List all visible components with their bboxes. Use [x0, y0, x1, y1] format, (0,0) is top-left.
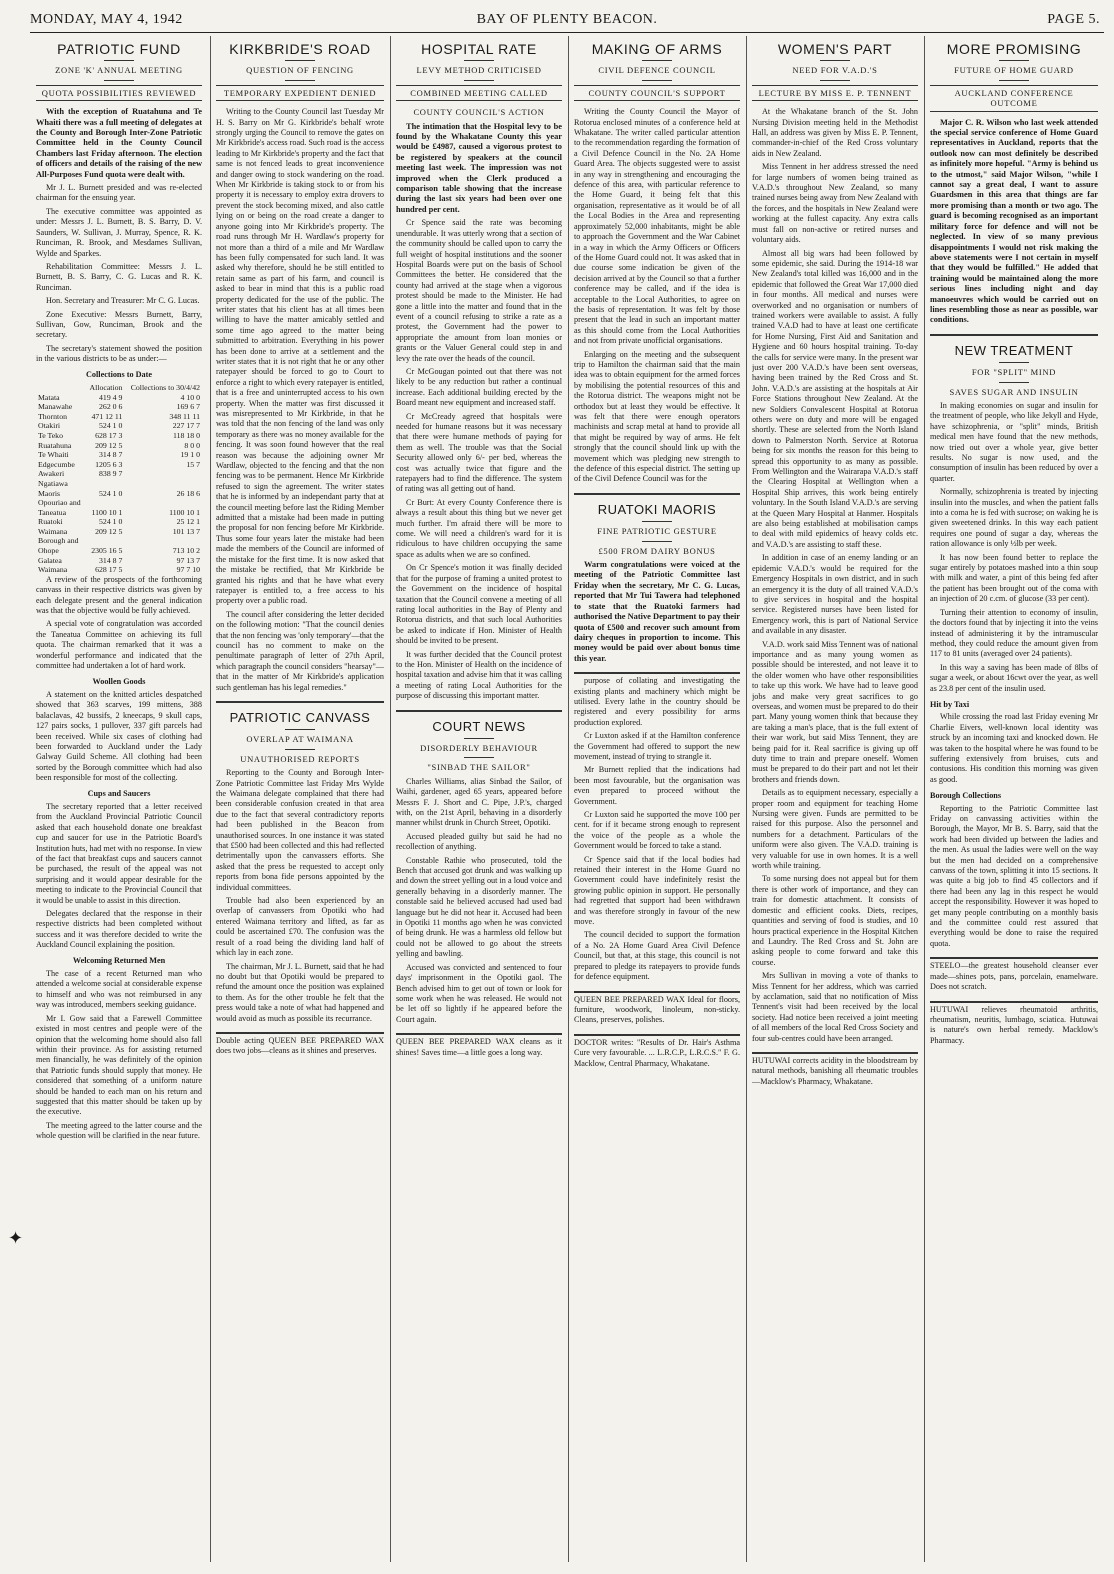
punch-hole-mark: ✦	[8, 1228, 24, 1248]
table-cell-place: Otakiri	[38, 421, 61, 431]
issue-date: MONDAY, MAY 4, 1942	[30, 12, 183, 27]
paragraph: Constable Rathie who prosecuted, told the Bench that accused got drunk and was walking up and down the street yelling out in a loud voice and generally behaving in a disorderly manner. The constable said he believed accused had used bad language but he did not hear it. Accused had been in Opotiki 11 months ago when he was convicted of being drunk. He was a harmless old fellow but could not be allowed to go about the streets yelling and bawling.	[396, 855, 562, 959]
headline: KIRKBRIDE'S ROAD	[229, 41, 371, 57]
paragraph: Writing the County Council the Mayor of Rotorua enclosed minutes of a conference held at Whakatane. The writer called particular attention to the recommendation regarding the formation of a Civil Defence Council in the No. 2A Home Guard Area. The objects suggested were to assist in any way in strengthening and encouraging the defence of this area, with particular reference to the Home Guard, it being felt that this organisation, representative as it would be of all the Local Bodies in the Area and representing approximately 52,000 inhabitants, might be able to approach the Government and the War Cabinet in a way in which the Army Officers or Officers of the Home Guard could not. It was asked that in due course some indication be given of the decision arrived at by the Council so that a further conference may be called, and if the idea is acceptable to the Local Authorities, to agree on the basis of representation. It was felt by those present that the lead in such an important matter as this should come from the Local Authorities and not from private unofficial organisations.	[574, 107, 740, 346]
table-row	[36, 556, 202, 566]
paragraph: On Cr Spence's motion it was finally decided that for the purpose of framing a united protest to the Government on the incidence of hospital taxation that the Council convene a meeting of all rating local authorities in the Bay of Plenty and Rotorua districts, and that such local Authorities be asked to indicate if Hon. Minister of Health should be invited to be present.	[396, 563, 562, 646]
table-cell-coll: 1100 10 1	[169, 507, 200, 517]
table-cell-coll: 101 13 7	[172, 526, 200, 536]
table-cell-alloc: 838 9 7	[99, 469, 123, 479]
column-patriotic-fund	[36, 36, 202, 1562]
table-row	[36, 508, 202, 518]
paragraph: Hon. Secretary and Treasurer: Mr C. G. Lucas.	[46, 296, 200, 306]
paragraph: The secretary's statement showed the position in the various districts to be as under:—	[36, 343, 202, 364]
paragraph: Mrs Sullivan in moving a vote of thanks to Miss Tennent for her address, which was carried by acclamation, said that no notification of Miss Tennent's visit had been received by the local society. Had notice been received a joint meeting of all members of the local Red Cross Society and four sub-centres could have been arranged.	[752, 971, 918, 1043]
headline: RUATOKI MAORIS	[597, 501, 717, 517]
table-cell-place: Te Teko	[38, 430, 63, 440]
table-cell-coll: 8 0 0	[184, 440, 200, 450]
table-row	[36, 517, 202, 527]
table-cell-alloc: 262 0 6	[99, 402, 123, 412]
table-row	[36, 489, 202, 499]
paragraph: A review of the prospects of the forthcoming canvass in their respective districts was given by each delegate present and the general indication was that the objective would be fully achieved.	[36, 574, 202, 616]
table-cell-alloc: 1205 6 3	[95, 459, 123, 469]
paragraph: Almost all big wars had been followed by some epidemic, she said. During the 1914-18 war New Zealand's total killed was 16,000 and in the epidemic that followed the Great War 17,000 died in four months. All medical and nurses were overworked and no organisation or numbers of trained workers were available to assist. A fully trained V.A.D had to have at least one certificate for Home Nursing, First Aid and Sanitation and Hygiene and 60 hours hospital training. To-day the calls for service were many. In the present war just over 200 V.A.D.'s have been sent overseas, having been trained by the Red Cross and St. John. V.A.D.'s are assisting at the hospitals at Air Force Stations throughout New Zealand. At the new Soldiers Convalescent Hospital at Rotorua others were on duty and more will be engaged shortly. These are selected from the North Island down to Palmerston North. Service at Rotorua being for six months the reason for this being to spread this opportunity to as many as possible. From Wellington and the Wairarapa V.A.D.'s staff the Clearing Hospital at Wellington when a Hospital Ship arrives, this work being entirely voluntary. In the South Island V.A.D.'s are serving at the Queen Mary Hospital at Hanmer. Hospitals are also being established at mobilisation camps to deal with mild epidemics of heavy colds etc. and V.A.D.'s are assisting to staff these.	[752, 248, 918, 549]
column-rule	[390, 36, 391, 1562]
table-row	[36, 402, 202, 412]
paragraph: Normally, schizophrenia is treated by injecting insulin into the muscles, and when the patient falls into a coma he is fed with sucrose; on waking he is given sweetened drinks. In this way each patient requires one pound of sugar a day, whereas the ration allowance is only ½lb per week.	[930, 487, 1098, 549]
table-cell-alloc: 209 12 5	[95, 526, 123, 536]
paragraph: Cr Spence said the rate was becoming unendurable. It was utterly wrong that a section of the community should be called upon to carry the full weight of hospital institutions and the sooner Hospital Boards were put on the basis of School Committees the better. He considered that the county had arrived at the stage when a vigorous protest should be made to the Minister. He had gone a little into the matter and found that in the event of a council refusing to strike a rate as a protest, the Government had the power to appropriate the amount from loan monies or grants or the Valuer General could step in and levy the rate over the heads of the council.	[396, 218, 562, 363]
paragraph: Trouble had also been experienced by an overlap of canvassers from Opotiki who had entered Waimana territory and lifted, as far as could be ascertained £70. The confusion was the result of a road being the dividing land half of which lay in each zone.	[216, 896, 384, 958]
table-cell-alloc: 471 12 11	[91, 411, 123, 421]
table-cell-place: Borough and	[38, 536, 79, 546]
subheading: FINE PATRIOTIC GESTURE	[597, 526, 717, 537]
paragraph: Delegates declared that the response in their respective districts had been completed without success and it was therefore decided to write the Auckland Council explaining the position.	[36, 909, 202, 950]
table-cell-place: Galatea	[38, 555, 62, 565]
subheading: ZONE 'K' ANNUAL MEETING	[55, 65, 183, 76]
table-cell-coll	[124, 479, 202, 489]
paragraph: Cr Spence said that if the local bodies had retained their interest in the Home Guard no Government could have indefinitely resist the growing public opinion in support. He personally had regretted that support had been withdrawn and was therefore strongly in favour of the new move.	[574, 854, 740, 927]
paragraph: Cr Luxton asked if at the Hamilton conference the Government had offered to support the new movement, instead of trying to strangle it.	[574, 731, 740, 761]
subheading: TEMPORARY EXPEDIENT DENIED	[216, 85, 384, 101]
subheading: UNAUTHORISED REPORTS	[240, 753, 360, 764]
table-cell-coll	[124, 498, 202, 508]
paragraph: The meeting agreed to the latter course and the whole question will be clarified in the near future.	[36, 1120, 202, 1141]
table-cell-place: Ruatoki	[38, 517, 63, 527]
paragraph: Miss Tennent in her address stressed the need for large numbers of women being trained as V.A.D.'s throughout New Zealand, so many trained nurses being away from New Zealand with the forces, and the hospitals in New Zealand were working at the fullest capacity. Any extra calls must fall on non-active or retired nurses and voluntary aids.	[752, 162, 918, 245]
paragraph: It was further decided that the Council protest to the Hon. Minister of Health on the incidence of hospital taxation and advise him that it was calling a meeting of rating Local Authorities for the purpose of discussing this important matter.	[396, 649, 562, 701]
table-cell-place: Thornton	[38, 411, 68, 421]
paragraph: Cr Luxton said he supported the move 100 per cent. for if it became strong enough to represent the voice of the people as a whole the Government would be forced to take a stand.	[574, 810, 740, 851]
subheading: LECTURE BY MISS E. P. TENNENT	[752, 85, 918, 101]
table-row	[36, 421, 202, 431]
column-header: Collections to 30/4/42	[130, 382, 200, 392]
table-cell-alloc: 628 17 5	[95, 565, 123, 575]
paragraph: Writing to the County Council last Tuesday Mr H. S. Barry on Mr G. Kirkbride's behalf wrote strongly urging the Council to remove the gates on Mr Kirkbride's access road. Such road is the access leading to Mr Kirkbride's property and the fact that same is not fenced leads to great inconvenience and danger owing to stock wandering on the road. When Mr Kirkbride is taking stock to or from his property it is necessary to employ extra drovers to prevent the stock becoming mixed, and also cattle lying on or being on the road create a danger to anyone going into Mr Kirkbride's property. The road runs through Mr H. Wardlaw's property for not more than a third of a mile and Mr Wardlaw has been fully compensated for such land. It was asked why therefore, should he be still entitled to retain same as part of his farm, and council is asked to bear in mind that this is a public road property dedicated for the use of the public. The writer states that his client has at all times been willing to have the matter amicably settled and some time ago agreed to the matter being submitted to arbitration. Everything in his power has been done to arrive at a settlement and the writer states that it is not right that he or any other ratepayer should be forced to go to Court to enforce a right to which every ratepayer is entitled, that is a free and uninterrupted access to his own property. When the matter was first discussed it was misrepresented to Mr Kirkbride, in that he was told that the non fencing of the land was only temporary as there was no money available for the fencing. It was soon found however that the real reason was because the adjoining owner Mr Wardlaw, objected to the fencing and that the non fencing was to be permanent. Hence Mr Kirkbride refused to sign the agreement. The writer states that he is informed by an independant party that at the council meeting before last the Riding Member admitted that a mistake had been made in putting the proposal for non fencing before Mr Kirkbride. Thus some four years later the mistake had been made the members of the Council are informed of the mistake for the first time. It is now asked that the mistake be rectified, that Mr Kirkbride be granted his rights and that he have what every ratepayer is entitled to, a free access to his property over a public road.	[216, 107, 384, 606]
section-heading: Hit by Taxi	[930, 699, 970, 709]
table-row	[36, 441, 202, 451]
table-cell-coll	[124, 469, 202, 479]
subheading: CIVIL DEFENCE COUNCIL	[598, 65, 716, 76]
subheading: FOR "SPLIT" MIND	[971, 367, 1057, 378]
headline: MAKING OF ARMS	[591, 41, 723, 57]
table-cell-place: Ohope	[38, 546, 59, 556]
advertisement: QUEEN BEE PREPARED WAX cleans as it shines! Saves time—a little goes a long way.	[396, 1037, 562, 1057]
table-cell-coll: 169 6 7	[176, 402, 200, 412]
advertisement: HUTUWAI relieves rheumatoid arthritis, rheumatism, neuritis, lumbago, sciatica. Hutuwai is nature's own herbal remedy. Macklow's Pharmacy.	[930, 1004, 1098, 1045]
table-cell-coll: 227 17 7	[172, 421, 200, 431]
advertisement: Double acting QUEEN BEE PREPARED WAX does two jobs—cleans as it shines and preserves.	[216, 1035, 384, 1056]
table-row	[36, 546, 202, 556]
section-heading: Cups and Saucers	[87, 788, 151, 798]
column-rule	[746, 36, 747, 1562]
table-cell-coll: 118 18 0	[173, 430, 200, 440]
paragraph: The chairman, Mr J. L. Burnett, said that he had no doubt but that Opotiki would be prepared to refund the amount once the position was explained to them. As for the other trouble he felt that the press would take a note of what had happened and would avoid as much as possible its recurrance.	[216, 961, 384, 1023]
subheading: £500 FROM DAIRY BONUS	[598, 545, 716, 556]
paragraph: Mr J. L. Burnett presided and was re-elected chairman for the ensuing year.	[36, 183, 202, 203]
paragraph: The secretary reported that a letter received from the Auckland Provincial Patriotic Council asked that each household donate one breakfast cup and saucer for use in the Patriotic Board's Institution huts, had met with no response. In view of the fact that breakfast cups and saucers cannot be purchased, the result of the appeal was not surprising and it would appear desirable for the meeting to indicate to the Provincial Council that it would be unable to assist in this direction.	[36, 801, 202, 905]
lead-paragraph: Warm congratulations were voiced at the meeting of the Patriotic Committee last Friday when the secretary, Mr C. G. Lucas, reported that Mr Tui Tawera had telephoned to state that the Ruatoki farmers had authorised the Native Department to pay their quota of £500 and recover such amount from dairy cheques in proportion to income. This money would be paid over about bonus time this year.	[574, 560, 740, 663]
table-cell-coll: 97 13 7	[176, 555, 200, 565]
collections-table	[36, 383, 202, 575]
paragraph: Cr McCready agreed that hospitals were needed for humane reasons but it was necessary that there were humane methods of paying for them as well. The trouble was that the Social Security allowed only 6/- per bed, whereas the cost was actually twice that figure and the ratepayers had to find the difference. The system of rating was all getting out of hand.	[396, 411, 562, 494]
table-cell-alloc: 628 17 3	[95, 430, 123, 440]
subheading: OVERLAP AT WAIMANA	[246, 734, 354, 745]
paragraph: Cr Burt: At every County Conference there is always a result about this thing but we never get much further. I'm afraid there will be more to come. We will need a children's ward for it is ridiculous to have children occupying the same space as adults when we are so confined.	[396, 497, 562, 559]
headline: MORE PROMISING	[946, 41, 1082, 57]
table-cell-coll: 713 10 2	[172, 546, 200, 556]
paragraph: purpose of collating and investigating the existing plants and machinery which might be utilised. Every lathe in the country should be registered and every possibility for arms production explored.	[574, 676, 740, 727]
table-cell-place: Waimana	[38, 565, 68, 575]
section-heading: Woollen Goods	[92, 676, 146, 686]
paragraph: The executive committee was appointed as under: Messrs J. L. Burnett, B. S. Barry, D. V. Saunders, W. Sullivan, J. Murray, Spence, R. K. Runciman, R. Brook, and Mesdames Sullivan, Wylde and Sparkes.	[36, 206, 202, 258]
subheading: COMBINED MEETING CALLED	[396, 85, 562, 101]
headline: HOSPITAL RATE	[421, 41, 537, 57]
paragraph: A special vote of congratulation was accorded the Taneatua Committee on achieving its full quota. The chairman remarked that it was a wonderful performance and indicated that the committee had undertaken a lot of hard work.	[36, 619, 202, 671]
table-row	[36, 412, 202, 422]
table-cell-alloc: 524 1 0	[99, 421, 123, 431]
table-cell-place: Taneatua	[38, 507, 67, 517]
table-row	[36, 450, 202, 460]
table-cell-place: Manawahe	[38, 402, 73, 412]
table-cell-coll: 15 7	[186, 459, 200, 469]
paragraph: Mr I. Gow said that a Farewell Committee existed in most centres and people were of the opinion that the welcoming home should also fall within their province. As for assisting returned men financially, he was definitely of the opinion that Patriotic funds should supply that money. He considered that something of a uniform nature should be handed to each man on his return and suggested that this matter should be taken up by the executive.	[36, 1013, 202, 1117]
column-kirkbrides-road	[216, 36, 384, 1562]
table-cell-alloc: 209 12 5	[95, 440, 123, 450]
table-cell-coll: 25 12 1	[176, 517, 200, 527]
paragraph: The council after considering the letter decided on the following motion: "That the council denies that the non fencing was 'only temporary'—that the council has no comment to make on the penultimate paragraph of letter of 27th April, which paragraph the council considers "hearsay"—that in the matter of Mr Kirkbride's application such gentleman has his legal remedies."	[216, 609, 384, 692]
table-cell-coll: 348 11 11	[169, 411, 200, 421]
table-cell-coll: 97 7 10	[176, 565, 200, 575]
table-cell-alloc	[85, 479, 124, 489]
table-cell-coll: 26 18 6	[176, 488, 200, 498]
column-header: Allocation	[89, 382, 123, 392]
table-cell-alloc: 1100 10 1	[91, 507, 123, 517]
paragraph: In making economies on sugar and insulin for the treatment of people, who like Jekyll and Hyde, have schizophrenia, or "split" minds, British medical men have found that the new methods, now tried out over a whole year, give better results. No sugar is now used, and the consumption of insulin has been reduced by over a quarter.	[930, 400, 1098, 483]
table-row	[36, 498, 202, 508]
table-cell-place: Edgecumbe	[38, 459, 75, 469]
subheading: COUNTY COUNCIL'S SUPPORT	[574, 85, 740, 101]
column-rule	[210, 36, 211, 1562]
subheading: SAVES SUGAR AND INSULIN	[949, 386, 1079, 397]
table-cell-alloc: 524 1 0	[99, 488, 123, 498]
advertisement: QUEEN BEE PREPARED WAX Ideal for floors, furniture, woodwork, linoleum, non-sticky. Cleans, preserves, polishes.	[574, 994, 740, 1025]
column-rule	[568, 36, 569, 1562]
paragraph: Mr Burnett replied that the indications had been most favourable, but the organisation was even prepared to proceed without the Government.	[574, 765, 740, 806]
lead-paragraph: The intimation that the Hospital levy to be found by the Whakatane County this year would be £4987, caused a vigorous protest to be registered by speakers at the council meeting last week. The impression was not improved when the Clerk produced a comparison table showing that the increase during the last six years had been over one hundred per cent.	[396, 121, 562, 214]
paragraph: Accused was convicted and sentenced to four days' imprisonment in the Opotiki gaol. The Bench advised him to get out of town or look for some work when he was released. He would not be let off so lightly if he appeared before the Court again.	[396, 962, 562, 1024]
table-cell-coll: 4 10 0	[180, 392, 200, 402]
table-cell-place: Maoris	[38, 488, 61, 498]
paragraph: Turning their attention to economy of insulin, the doctors found that by injecting it into the veins instead of administering it by the intramuscular method, they could reduce the amount given from 117 to 81 units (averaged over 24 patients).	[930, 607, 1098, 659]
column-rule	[924, 36, 925, 1562]
table-cell-place: Waimana	[38, 526, 68, 536]
headline: NEW TREATMENT	[954, 342, 1074, 358]
table-cell-place: Matata	[38, 392, 60, 402]
subheading: AUCKLAND CONFERENCE OUTCOME	[930, 85, 1098, 112]
table-row	[36, 469, 202, 479]
table-row	[36, 431, 202, 441]
table-row	[36, 460, 202, 470]
paragraph: While crossing the road last Friday evening Mr Charlie Eivers, well-known local identity was struck by an incoming taxi and knocked down. He was taken to the hospital where he was found to be suffering extensively from bruises, cuts and contusions. His condition this morning was given as good.	[930, 712, 1098, 784]
paper-title: BAY OF PLENTY BEACON.	[476, 12, 658, 27]
table-cell-alloc: 314 8 7	[99, 555, 123, 565]
paragraph: At the Whakatane branch of the St. John Nursing Division meeting held in the Methodist Hall, an address was given by Miss E. P. Tennent, commander-in-chief of the Red Cross voluntary aids in New Zealand.	[752, 107, 918, 158]
paragraph: Reporting to the County and Borough Inter-Zone Patriotic Committee last Friday Mrs Wylde the Waimana delegate complained that there had been considerable confusion created in that area due to the fact that several contradictory reports had been published in the Beacon from unauthorised sources. In one instance it was stated that £500 had been collected and this had reflected detrimentally upon the canvassers efforts. She asked that the press be requested to accept only reports from bona fide persons appointed by the individual committees.	[216, 768, 384, 892]
paragraph: Rehabilitation Committee: Messrs J. L. Burnett, B. S. Barry, C. G. Lucas and R. K. Runciman.	[36, 261, 202, 292]
paragraph: Cr McGougan pointed out that there was not likely to be any reduction but rather a continual increase. Each additional building erected by the Board meant new equipment and increased staff.	[396, 366, 562, 408]
table-cell-place: Ruatahuna	[38, 440, 72, 450]
table-cell-alloc: 524 1 0	[99, 517, 123, 527]
table-row	[36, 479, 202, 489]
table-cell-coll: 19 1 0	[180, 450, 200, 460]
column-making-of-arms	[574, 36, 740, 1562]
paragraph: It has now been found better to replace the sugar entirely by potatoes mashed into a thin soup with milk and water, a pint of this being fed after the patient has been brought out of the coma with an injection of 20 c.cm. of glucose (33 per cent).	[930, 552, 1098, 604]
masthead	[30, 10, 1104, 33]
subheading: NEED FOR V.A.D.'S	[792, 65, 878, 76]
advertisement: HUTUWAI corrects acidity in the bloodstream by natural methods, banishing all rheumatic troubles—Macklow's Pharmacy, Whakatane.	[752, 1055, 918, 1086]
page-number: PAGE 5.	[1047, 12, 1100, 27]
table-cell-place: Ngatiawa	[38, 478, 68, 488]
headline: PATRIOTIC FUND	[57, 41, 181, 57]
headline: PATRIOTIC CANVASS	[229, 709, 371, 725]
table-cell-place: Opouriao and	[38, 498, 81, 508]
subheading: QUOTA POSSIBILITIES REVIEWED	[36, 85, 202, 101]
advertisement: STEELO—the greatest household cleanser ever made—shines pots, pans, porcelain, enamelware. Does not scratch.	[930, 961, 1098, 992]
advertisement: DOCTOR writes: "Results of Dr. Hair's Asthma Cure very favourable. ... L.R.C.P., L.R.C.S." F. G. Macklow, Central Pharmacy, Whakatane.	[574, 1037, 740, 1068]
table-cell-alloc: 2305 16 5	[91, 546, 123, 556]
table-row	[36, 527, 202, 537]
paragraph: V.A.D. work said Miss Tennent was of national importance and as many young women as possible should be interested, and not leave it to the older women who have other responsibilities to take up this work. We have had to leave good jobs and make very great sacrifices to go overseas, and women must be prepared to do their part. Many young women think that because they are taking a man's place, that is the full extent of their war work, but said Miss Tennent, they are being paid for it. Real sacrifice is giving up off duty time to train and prepare oneself. Women must be prepared to do their part and not let their brothers and friends down.	[752, 639, 918, 784]
paragraph: Accused pleaded guilty but said he had no recollection of anything.	[396, 831, 562, 852]
paragraph: A statement on the knitted articles despatched showed that 363 scarves, 199 mittens, 388 balaclavas, 42 bussifs, 2 kneecaps, 9 skull caps, 127 pairs socks, 1 pullover, 337 gift parcels had been received. While six cases of clothing had been forwarded to Auckland under the Lady Galway Guild Scheme. All clothing had been sorted by the Borough committee which had also been responsible for most of the collecting.	[36, 689, 202, 783]
table-row	[36, 536, 202, 546]
headline: WOMEN'S PART	[777, 41, 893, 57]
table-cell-alloc	[85, 536, 124, 546]
lead-paragraph: Major C. R. Wilson who last week attended the special service conference of Home Guard representatives in Auckland, reports that the outlook now can most definitely be described as infinitely more hopeful. "Army is behind us to the utmost," said Major Wilson, "while I cannot say a great deal, I want to assure Guardsmen in this area that things are far more promising than a month or two ago. The guard is becoming recognised as an important military force for defence and will not be neglected. In view of so many previous disappointments I would not risk making the above statements were I not certain in myself that they would be fulfilled." He added that training would be maintained along the more serious lines including night and day manoeuvres which would be carried out on lines resembling those as near as possible, war conditions.	[930, 117, 1098, 325]
table-row	[36, 565, 202, 575]
paragraph: Charles Williams, alias Sinbad the Sailor, of Waihi, gardener, aged 65 years, appeared before Messrs F. J. Short and C. Pipe, J.P.'s, charged with, on the 21st April, behaving in a disorderly manner whilst drunk in Church Street, Opotiki.	[396, 776, 562, 828]
column-more-promising	[930, 36, 1098, 1562]
paragraph: Zone Executive: Messrs Burnett, Barry, Sullivan, Gow, Runciman, Brook and the secretary.	[36, 309, 202, 340]
paragraph: Details as to equipment necessary, especially a proper room and equipment for teaching Home Nursing were given. Funds are permitted to be raised for this purpose. Also the personnel and numbers for a detachment. Particulars of the uniform were also given. The V.A.D. training is very valuable for use in own homes. It is a well worth while training.	[752, 788, 918, 871]
paragraph: In this way a saving has been made of 8lbs of sugar a week, or about 16cwt over the year, as well as 23.8 per cent of the insulin used.	[930, 662, 1098, 693]
table-title: Collections to Date	[86, 369, 152, 379]
subheading: FUTURE OF HOME GUARD	[954, 65, 1074, 76]
subheading: COUNTY COUNCIL'S ACTION	[413, 107, 545, 118]
paragraph: Enlarging on the meeting and the subsequent trip to Hamilton the chairman said that the main idea was to obtain equipment for the armed forces by mobilising the potential resources of this and the Rotorua district. The weapons might not be orthodox but at least they would be effective. It was felt that there were enough operators machinists and scrap metal at hand to provide all that might be required by way of arms. He felt strongly that the council should link up with the movement which was pledging new strength to the defence of this especial district. The setting up of the Civil Defence Council was for the	[574, 349, 740, 484]
column-womens-part	[752, 36, 918, 1562]
section-heading: Welcoming Returned Men	[72, 955, 166, 965]
headline: COURT NEWS	[432, 718, 526, 734]
table-cell-place: Awakeri	[38, 469, 65, 479]
column-hospital-rate	[396, 36, 562, 1562]
paragraph: Reporting to the Patriotic Committee last Friday on canvassing activities within the Borough, the Mayor, Mr B. S. Barry, said that the work had been divided up between the ladies and the men. As usual the ladies were well on the way but the men had decided on a comprehensive canvass of the town, splitting it into 15 sections. It was quite a big job to find 45 collectors and if there had been any lag in this respect he would accept the responsibility. However it was hoped to get many people contributing on a monthly basis and the committee could rest assured that everything would be done to raise the required quota.	[930, 803, 1098, 948]
subheading: "SINBAD THE SAILOR"	[427, 762, 531, 773]
subheading: QUESTION OF FENCING	[246, 65, 354, 76]
paragraph: The case of a recent Returned man who attended a welcome social at considerable expense to himself and who was not reimbursed in any way was introduced, members seeking guidance.	[36, 969, 202, 1010]
table-cell-coll	[124, 536, 202, 546]
subheading: DISORDERLY BEHAVIOUR	[420, 742, 538, 753]
table-cell-place: Te Whaiti	[38, 450, 69, 460]
subheading: LEVY METHOD CRITICISED	[416, 65, 542, 76]
section-heading: Borough Collections	[930, 791, 1002, 801]
table-cell-alloc	[85, 498, 124, 508]
paragraph: In addition in case of an enemy landing or an epidemic V.A.D.'s would be required for the Emergency Hospitals in own district, and in such an emergency it is the duty of all trained V.A.D.'s to give services in hospital and the hospital service. Registered nurses have been listed for Emergency work, this is part of National Service and available in any disaster.	[752, 553, 918, 636]
table-row	[36, 393, 202, 403]
paragraph: To some nursing does not appeal but for them there is other work of importance, and they can train for domestic attachment. It consists of domestic and efficient cooks. Diets, recipes, quantities and serving of food is studies, and 10 hours practical experience in the Hospital Kitchen and Laundry. The Red Cross and St. John are asking people to come forward and take this course.	[752, 874, 918, 967]
table-cell-alloc: 419 4 9	[99, 392, 123, 402]
paragraph: The council decided to support the formation of a No. 2A Home Guard Area Civil Defence Council, but that, at this stage, this council is not prepared to pledge its ratepayers to provide funds for defence equipment.	[574, 930, 740, 982]
table-cell-alloc: 314 8 7	[99, 450, 123, 460]
lead-paragraph: With the exception of Ruatahuna and Te Whaiti there was a full meeting of delegates at the County and Borough Inter-Zone Patriotic Committee held in the County Council Chambers last Friday afternoon. The election of officers and details of the raising of the new All-Purposes Fund quota were dealt with.	[36, 107, 202, 179]
